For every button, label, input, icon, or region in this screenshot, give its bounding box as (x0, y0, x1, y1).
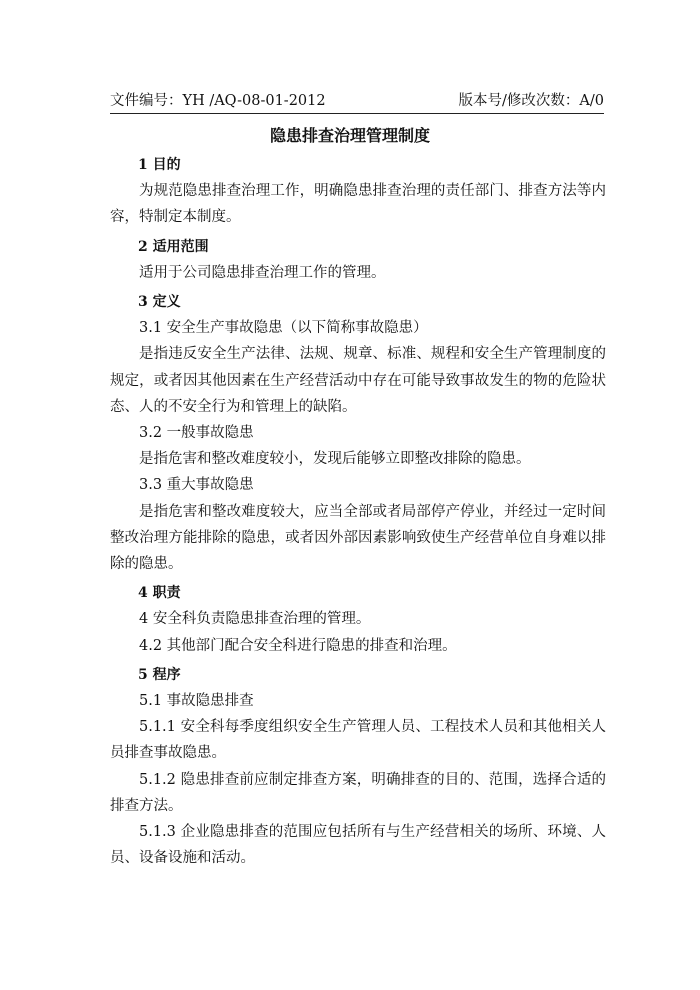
purpose-text: 为规范隐患排查治理工作，明确隐患排查治理的责任部门、排查方法等内容，特制定本制度。 (110, 183, 606, 226)
duty-4-2: 4.2 其他部门配合安全科进行隐患的排查和治理。 (139, 637, 457, 654)
definition-3-2-text: 是指危害和整改难度较小，发现后能够立即整改排除的隐患。 (139, 451, 531, 468)
definition-3-3-text: 是指危害和整改难度较大，应当全部或者局部停产停业，并经过一定时间整改治理方能排除的隐患，或者因外部因素影响致使生产经营单位自身难以排除的隐患。 (110, 503, 606, 573)
scope-text: 适用于公司隐患排查治理工作的管理。 (139, 264, 386, 281)
section-heading-duties: 4 职责 (138, 585, 181, 602)
procedure-5-1: 5.1 事故隐患排查 (139, 693, 254, 710)
procedure-5-1-1: 5.1.1 安全科每季度组织安全生产管理人员、工程技术人员和其他相关人员排查事故隐患。 (110, 719, 606, 762)
document-title: 隐患排查治理管理制度 (269, 126, 430, 145)
duty-4-1: 4 安全科负责隐患排查治理的管理。 (139, 611, 371, 628)
version-number: 版本号/修改次数：A/0 (458, 93, 604, 109)
document-header (110, 84, 604, 114)
definition-3-1-text: 是指违反安全生产法律、法规、规章、标准、规程和安全生产管理制度的规定，或者因其他因素在生产经营活动中存在可能导致事故发生的物的危险状态、人的不安全行为和管理上的缺陷。 (110, 346, 606, 415)
section-heading-scope: 2 适用范围 (138, 238, 209, 255)
procedure-5-1-3: 5.1.3 企业隐患排查的范围应包括所有与生产经营相关的场所、环境、人员、设备设施和活动。 (110, 824, 606, 867)
document-number: 文件编号：YH /AQ-08-01-2012 (110, 93, 326, 109)
section-heading-definition: 3 定义 (138, 294, 181, 311)
definition-3-1-title: 3.1 安全生产事故隐患（以下简称事故隐患） (139, 320, 428, 337)
section-heading-procedure: 5 程序 (138, 666, 181, 683)
procedure-5-1-2: 5.1.2 隐患排查前应制定排查方案，明确排查的目的、范围，选择合适的排查方法。 (110, 771, 606, 814)
definition-3-3-title: 3.3 重大事故隐患 (139, 477, 254, 494)
document-body (110, 150, 606, 871)
definition-3-2-title: 3.2 一般事故隐患 (139, 425, 254, 442)
section-heading-purpose: 1 目的 (138, 157, 181, 173)
